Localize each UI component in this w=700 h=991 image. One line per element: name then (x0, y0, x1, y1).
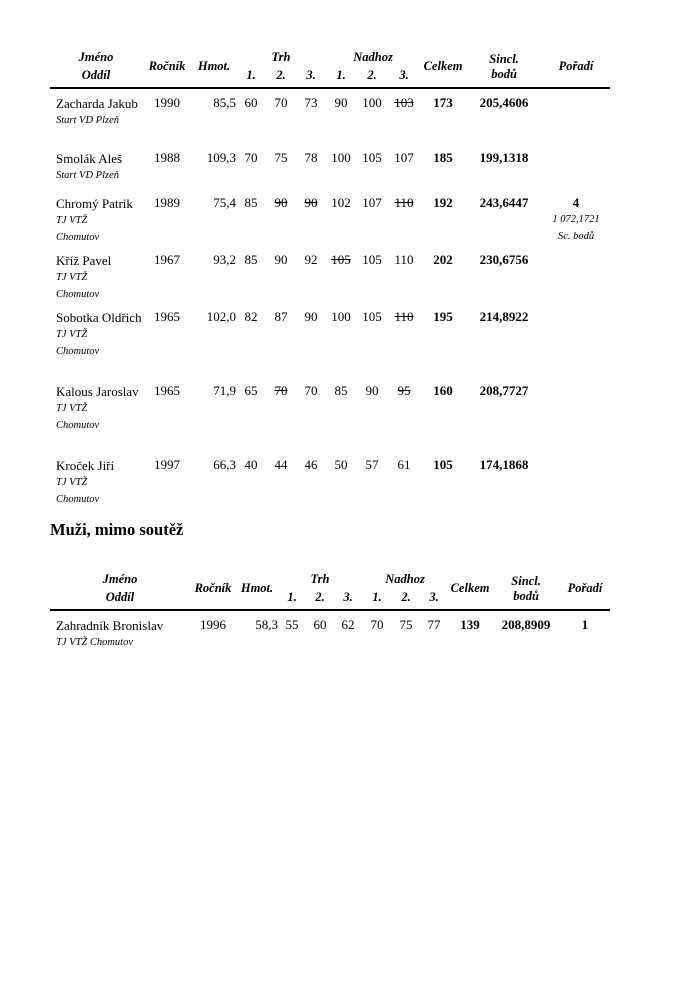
nadhoz-attempt-cell (420, 610, 448, 651)
poradi-cell (542, 88, 610, 144)
trh-attempt-value: 90 (304, 195, 318, 210)
header-nadhoz: Nadhoz (353, 49, 393, 64)
nadhoz-attempt-cell (362, 610, 392, 651)
table-row (50, 451, 610, 508)
trh-attempt-value: 87 (274, 309, 288, 324)
trh-attempt-cell (296, 144, 326, 189)
athlete-cell (50, 189, 142, 246)
athlete-club: TJ VTŽ Chomutov (56, 329, 100, 357)
team-results-table (50, 46, 610, 508)
trh-attempt-cell (278, 610, 306, 651)
trh-attempt-cell (266, 377, 296, 451)
header-celkem: Celkem (423, 59, 463, 73)
header-trh-3: 3. (306, 68, 316, 82)
trh-attempt-value: 40 (244, 457, 258, 472)
rocnik-cell: 1989 (154, 195, 180, 210)
trh-attempt-cell (306, 610, 334, 651)
header-bodu-label: bodů (513, 588, 539, 603)
trh-attempt-cell (236, 377, 266, 451)
athlete-name: Zacharda Jakub (56, 96, 138, 111)
header-rocnik: Ročník (194, 581, 232, 595)
poradi-cell (542, 246, 610, 303)
table-row (50, 144, 610, 189)
trh-attempt-value: 70 (304, 383, 318, 398)
out-of-competition-body (50, 610, 610, 651)
nadhoz-attempt-value: 57 (365, 457, 379, 472)
nadhoz-attempt-cell (326, 144, 356, 189)
header-poradi: Pořadí (567, 581, 603, 595)
header-rocnik: Ročník (148, 59, 186, 73)
header-nadhoz: Nadhoz (385, 571, 425, 586)
header-sincl (492, 568, 560, 610)
header-nadhoz-1: 1. (372, 590, 382, 604)
trh-attempt-cell (236, 144, 266, 189)
trh-attempt-value: 70 (244, 150, 258, 165)
poradi-cell (542, 451, 610, 508)
celkem-cell: 173 (433, 95, 453, 110)
nadhoz-attempt-value: 110 (394, 309, 414, 324)
trh-attempt-cell (296, 189, 326, 246)
nadhoz-attempt-cell (392, 610, 420, 651)
rocnik-cell: 1997 (154, 457, 180, 472)
header-sincl-label: Sincl. (489, 51, 519, 66)
trh-attempt-cell (296, 377, 326, 451)
header-poradi: Pořadí (558, 59, 594, 73)
athlete-name: Smolák Aleš (56, 151, 123, 166)
trh-attempt-cell (296, 88, 326, 144)
table-row (50, 189, 610, 246)
trh-attempt-cell (296, 246, 326, 303)
poradi-value: 1 (581, 617, 589, 632)
trh-attempt-cell (266, 451, 296, 508)
hmot-cell: 93,2 (213, 252, 236, 267)
athlete-name: Sobotka Oldřich (56, 310, 142, 325)
trh-attempt-cell (334, 610, 362, 651)
nadhoz-attempt-cell (388, 88, 420, 144)
header-sincl-label: Sincl. (511, 573, 541, 588)
trh-attempt-cell (236, 451, 266, 508)
sincl-cell: 205,4606 (479, 95, 529, 110)
nadhoz-attempt-value: 103 (394, 95, 414, 110)
hmot-cell: 109,3 (206, 150, 236, 165)
sincl-cell: 208,7727 (479, 383, 529, 398)
rocnik-cell: 1965 (154, 309, 180, 324)
poradi-points: 1 072,1721 (552, 214, 600, 225)
trh-attempt-cell (266, 246, 296, 303)
header-nadhoz-3: 3. (429, 590, 439, 604)
nadhoz-attempt-value: 70 (370, 617, 384, 632)
nadhoz-attempt-cell (388, 144, 420, 189)
sincl-cell: 214,8922 (479, 309, 529, 324)
trh-attempt-value: 46 (304, 457, 318, 472)
rocnik-cell: 1988 (154, 150, 180, 165)
rocnik-cell: 1996 (200, 617, 226, 632)
trh-attempt-value: 55 (285, 617, 299, 632)
trh-attempt-value: 44 (274, 457, 288, 472)
athlete-club: TJ VTŽ Chomutov (56, 637, 134, 648)
nadhoz-attempt-value: 77 (427, 617, 441, 632)
table-header-2 (50, 568, 610, 610)
trh-attempt-cell (296, 451, 326, 508)
athlete-club: TJ VTŽ Chomutov (56, 403, 100, 431)
athlete-club: TJ VTŽ Chomutov (56, 215, 100, 243)
nadhoz-attempt-value: 105 (362, 150, 382, 165)
poradi-value: 4 (572, 195, 580, 210)
sincl-cell: 208,8909 (501, 617, 551, 632)
header-nadhoz-1: 1. (336, 68, 346, 82)
celkem-cell: 192 (433, 195, 453, 210)
table-row (50, 88, 610, 144)
nadhoz-attempt-value: 95 (397, 383, 411, 398)
athlete-cell (50, 451, 142, 508)
trh-attempt-value: 60 (244, 95, 258, 110)
nadhoz-attempt-cell (326, 451, 356, 508)
athlete-club: Start VD Plzeň (56, 115, 119, 126)
athlete-club: TJ VTŽ Chomutov (56, 477, 100, 505)
sincl-cell: 174,1868 (479, 457, 529, 472)
nadhoz-attempt-value: 102 (331, 195, 351, 210)
header-trh-3: 3. (343, 590, 353, 604)
athlete-cell (50, 377, 142, 451)
nadhoz-attempt-cell (326, 189, 356, 246)
poradi-cell (542, 144, 610, 189)
rocnik-cell: 1990 (154, 95, 180, 110)
nadhoz-attempt-value: 105 (331, 252, 351, 267)
trh-attempt-value: 78 (304, 150, 318, 165)
trh-attempt-cell (296, 303, 326, 377)
nadhoz-attempt-cell (356, 88, 388, 144)
header-jmeno: Jméno (78, 49, 114, 64)
section-title: Muži, mimo soutěž (50, 520, 184, 539)
poradi-cell (560, 610, 610, 651)
sincl-cell: 243,6447 (479, 195, 529, 210)
nadhoz-attempt-cell (326, 88, 356, 144)
table-row (50, 377, 610, 451)
athlete-name: Chromý Patrik (56, 196, 133, 211)
poradi-cell (542, 303, 610, 377)
nadhoz-attempt-value: 107 (394, 150, 414, 165)
header-jmeno: Jméno (102, 571, 138, 586)
nadhoz-attempt-cell (356, 303, 388, 377)
nadhoz-attempt-cell (326, 377, 356, 451)
trh-attempt-cell (236, 303, 266, 377)
nadhoz-attempt-cell (356, 451, 388, 508)
trh-attempt-value: 62 (341, 617, 355, 632)
nadhoz-attempt-value: 107 (362, 195, 382, 210)
header-bodu-label: bodů (491, 66, 517, 81)
hmot-cell: 75,4 (213, 195, 236, 210)
nadhoz-attempt-value: 90 (365, 383, 379, 398)
header-nadhoz-2: 2. (367, 68, 377, 82)
nadhoz-attempt-cell (388, 246, 420, 303)
poradi-unit: Sc. bodů (557, 231, 595, 242)
trh-attempt-value: 85 (244, 195, 258, 210)
header-trh: Trh (271, 49, 291, 64)
nadhoz-attempt-value: 105 (362, 252, 382, 267)
athlete-name: Kříž Pavel (56, 253, 112, 268)
rocnik-cell: 1965 (154, 383, 180, 398)
trh-attempt-value: 75 (274, 150, 288, 165)
athlete-cell (50, 246, 142, 303)
nadhoz-attempt-value: 75 (399, 617, 413, 632)
header-nadhoz-2: 2. (401, 590, 411, 604)
celkem-cell: 139 (460, 617, 480, 632)
trh-attempt-value: 85 (244, 252, 258, 267)
trh-attempt-cell (266, 303, 296, 377)
celkem-cell: 160 (433, 383, 453, 398)
header-nadhoz-3: 3. (399, 68, 409, 82)
nadhoz-attempt-value: 85 (334, 383, 348, 398)
nadhoz-attempt-cell (388, 377, 420, 451)
athlete-name: Kroček Jiří (56, 458, 115, 473)
nadhoz-attempt-value: 110 (394, 252, 414, 267)
celkem-cell: 105 (433, 457, 453, 472)
header-oddil: Oddíl (105, 590, 135, 604)
celkem-cell: 185 (433, 150, 453, 165)
trh-attempt-cell (266, 88, 296, 144)
trh-attempt-value: 90 (274, 252, 288, 267)
nadhoz-attempt-cell (356, 189, 388, 246)
header-trh: Trh (310, 571, 330, 586)
nadhoz-attempt-value: 100 (331, 150, 351, 165)
team-results-body (50, 88, 610, 508)
table-header (50, 46, 610, 88)
nadhoz-attempt-cell (388, 451, 420, 508)
trh-attempt-value: 90 (304, 309, 318, 324)
header-celkem: Celkem (450, 581, 490, 595)
nadhoz-attempt-value: 90 (334, 95, 348, 110)
header-trh-1: 1. (287, 590, 297, 604)
athlete-club: Start VD Plzeň (56, 170, 119, 181)
nadhoz-attempt-cell (356, 246, 388, 303)
trh-attempt-cell (236, 88, 266, 144)
hmot-cell: 85,5 (213, 95, 236, 110)
hmot-cell: 71,9 (213, 383, 236, 398)
header-sincl (466, 46, 542, 88)
athlete-name: Kalous Jaroslav (56, 384, 139, 399)
nadhoz-attempt-value: 61 (397, 457, 411, 472)
hmot-cell: 102,0 (206, 309, 236, 324)
athlete-cell (50, 88, 142, 144)
trh-attempt-value: 90 (274, 195, 288, 210)
nadhoz-attempt-value: 100 (362, 95, 382, 110)
hmot-cell: 58,3 (255, 617, 278, 632)
header-trh-2: 2. (315, 590, 325, 604)
nadhoz-attempt-cell (388, 303, 420, 377)
nadhoz-attempt-value: 100 (331, 309, 351, 324)
header-hmot: Hmot. (240, 581, 274, 595)
header-oddil: Oddíl (81, 68, 111, 82)
hmot-cell: 66,3 (213, 457, 236, 472)
poradi-cell (542, 377, 610, 451)
nadhoz-attempt-value: 105 (362, 309, 382, 324)
nadhoz-attempt-cell (326, 303, 356, 377)
athlete-name: Zahradník Bronislav (56, 618, 164, 633)
header-trh-1: 1. (246, 68, 256, 82)
trh-attempt-cell (266, 144, 296, 189)
nadhoz-attempt-value: 50 (334, 457, 348, 472)
celkem-cell: 195 (433, 309, 453, 324)
athlete-cell (50, 303, 142, 377)
trh-attempt-cell (236, 189, 266, 246)
sincl-cell: 199,1318 (479, 150, 529, 165)
trh-attempt-value: 82 (244, 309, 258, 324)
trh-attempt-value: 73 (304, 95, 318, 110)
nadhoz-attempt-cell (356, 377, 388, 451)
table-row (50, 303, 610, 377)
nadhoz-attempt-cell (388, 189, 420, 246)
nadhoz-attempt-cell (326, 246, 356, 303)
sincl-cell: 230,6756 (479, 252, 529, 267)
table-row (50, 246, 610, 303)
athlete-cell (50, 144, 142, 189)
trh-attempt-cell (236, 246, 266, 303)
trh-attempt-value: 70 (274, 95, 288, 110)
out-of-competition-table (50, 568, 610, 651)
table-row (50, 610, 610, 651)
trh-attempt-value: 92 (304, 252, 318, 267)
nadhoz-attempt-cell (356, 144, 388, 189)
trh-attempt-value: 60 (313, 617, 327, 632)
nadhoz-attempt-value: 110 (394, 195, 414, 210)
header-hmot: Hmot. (197, 59, 231, 73)
poradi-cell (542, 189, 610, 246)
trh-attempt-cell (266, 189, 296, 246)
trh-attempt-value: 70 (274, 383, 288, 398)
rocnik-cell: 1967 (154, 252, 180, 267)
header-trh-2: 2. (276, 68, 286, 82)
celkem-cell: 202 (433, 252, 453, 267)
trh-attempt-value: 65 (244, 383, 258, 398)
athlete-club: TJ VTŽ Chomutov (56, 272, 100, 300)
athlete-cell (50, 610, 190, 651)
